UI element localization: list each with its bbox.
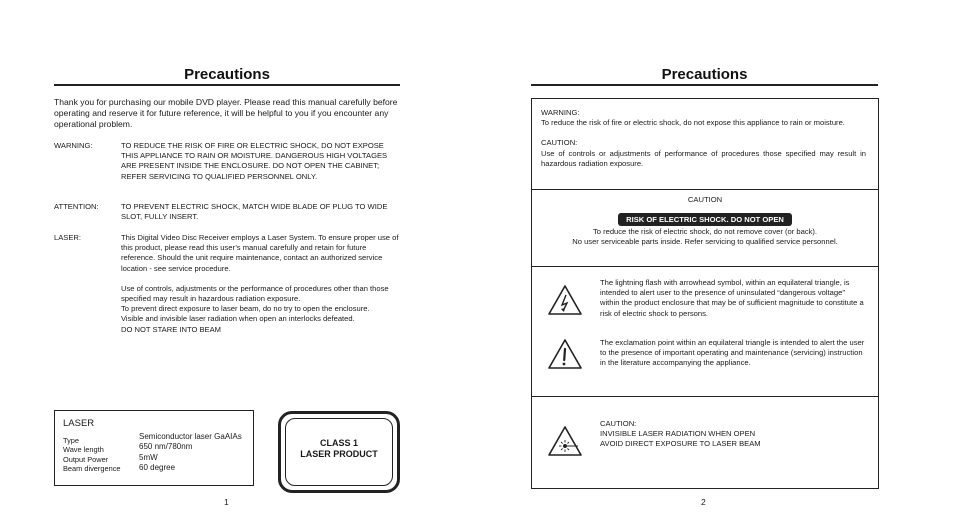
laser-paragraph-5: DO NOT STARE INTO BEAM — [121, 324, 221, 334]
laser-paragraph-2: Use of controls, adjustments or the performance of procedures other than those specified may result in hazardous radiation exposure. — [121, 283, 389, 304]
laser-warning-icon — [547, 425, 583, 462]
laser-spec-keys — [63, 436, 121, 474]
laser-spec-title: LASER — [63, 418, 95, 429]
warning-text: TO REDUCE THE RISK OF FIRE OR ELECTRIC SHOCK, DO NOT EXPOSE THIS APPLIANCE TO RAIN OR MOISTURE. DANGEROUS HIGH VOLTAGES ARE PRESENT INSIDE THE ENCLOSURE. DO NOT OPEN THE CABINET; REFER SERVICING TO QUALIFIED PERSONNEL ONLY. — [121, 141, 388, 181]
caution-line-2: No user serviceable parts inside. Refer servicing to qualified service personnel. — [572, 237, 838, 247]
class1-label — [278, 411, 400, 493]
divider-1 — [531, 189, 879, 190]
laser-label: LASER: — [54, 233, 82, 242]
class1-text: CLASS 1 — [319, 438, 358, 448]
laser-spec-values — [139, 432, 242, 474]
spec-value: 650 nm/780nm — [139, 442, 193, 452]
laser-paragraph-4: Visible and invisible laser radiation when open an interlocks defeated. — [121, 314, 355, 324]
spec-key: Beam divergence — [63, 464, 121, 474]
exclamation-description: The exclamation point within an equilateral triangle is intended to alert the user to the presence of important operating and maintenance (servicing) instruction in the literature accompanying the appliance. — [600, 338, 865, 368]
caution-line-1: To reduce the risk of electric shock, do not remove cover (or back). — [592, 227, 818, 236]
exclamation-warning-icon — [547, 338, 583, 375]
laser-text — [121, 233, 401, 335]
spec-key: Output Power — [63, 454, 109, 464]
spec-value: Semiconductor laser GaAIAs — [139, 432, 242, 441]
laser-paragraph-1: This Digital Video Disc Receiver employs a Laser System. To ensure proper use of this product, please read this user’s manual carefully and retain for future reference. Should the unit require maintenance, contact an authorized service location - see service procedure. — [121, 233, 399, 273]
divider-3 — [531, 396, 879, 397]
page-number-right: 2 — [701, 497, 706, 507]
attention-text: TO PREVENT ELECTRIC SHOCK, MATCH WIDE BLADE OF PLUG TO WIDE SLOT, FULLY INSERT. — [121, 202, 388, 222]
warning-section — [541, 108, 866, 169]
warning-label-right: WARNING: — [541, 108, 580, 117]
warning-text-right: To reduce the risk of fire or electric shock, do not expose this appliance to rain or moisture. — [541, 118, 845, 128]
caution-label-right: CAUTION: — [541, 138, 578, 148]
laser-paragraph-3: To prevent direct exposure to laser beam, do no try to open the enclosure. — [121, 304, 370, 314]
divider-2 — [531, 266, 879, 267]
title-rule-right — [531, 84, 878, 86]
electric-shock-badge: RISK OF ELECTRIC SHOCK. DO NOT OPEN — [618, 213, 792, 226]
attention-label: ATTENTION: — [54, 202, 99, 211]
laser-spec-box — [54, 410, 254, 486]
lightning-description: The lightning flash with arrowhead symbol, within an equilateral triangle, is intended to alert user to the presence of uninsulated “dangerous voltage” within the product enclosure that may be of sufficient magnitude to constitute a risk of electric shock to persons. — [600, 278, 864, 318]
title-rule-left — [54, 84, 400, 86]
caution-description — [531, 227, 879, 247]
intro-paragraph: Thank you for purchasing our mobile DVD player. Please read this manual carefully before operating and reserve it for future reference, it will be helpful to you if you encounter any operational problem. — [54, 97, 398, 129]
spec-key: Wave length — [63, 445, 104, 455]
spec-value: 5mW — [139, 452, 158, 462]
laser-caution-line-1: INVISIBLE LASER RADIATION WHEN OPEN — [600, 429, 756, 439]
caution-heading: CAUTION — [687, 195, 723, 204]
laser-caution-line-2: AVOID DIRECT EXPOSURE TO LASER BEAM — [600, 439, 761, 449]
caution-text-right: Use of controls or adjustments of performance of procedures those specified may result in hazardous radiation exposure. — [541, 148, 866, 168]
page-title-right: Precautions — [661, 66, 748, 83]
spec-key: Type — [63, 436, 80, 445]
page-number-left: 1 — [224, 497, 229, 507]
spec-value: 60 degree — [139, 463, 176, 473]
lightning-warning-icon — [547, 284, 583, 321]
page-title-left: Precautions — [184, 66, 270, 83]
warning-label: WARNING: — [54, 141, 93, 150]
laser-caution — [600, 419, 865, 450]
laser-product-text: LASER PRODUCT — [300, 449, 378, 459]
laser-caution-label: CAUTION: — [600, 419, 637, 428]
